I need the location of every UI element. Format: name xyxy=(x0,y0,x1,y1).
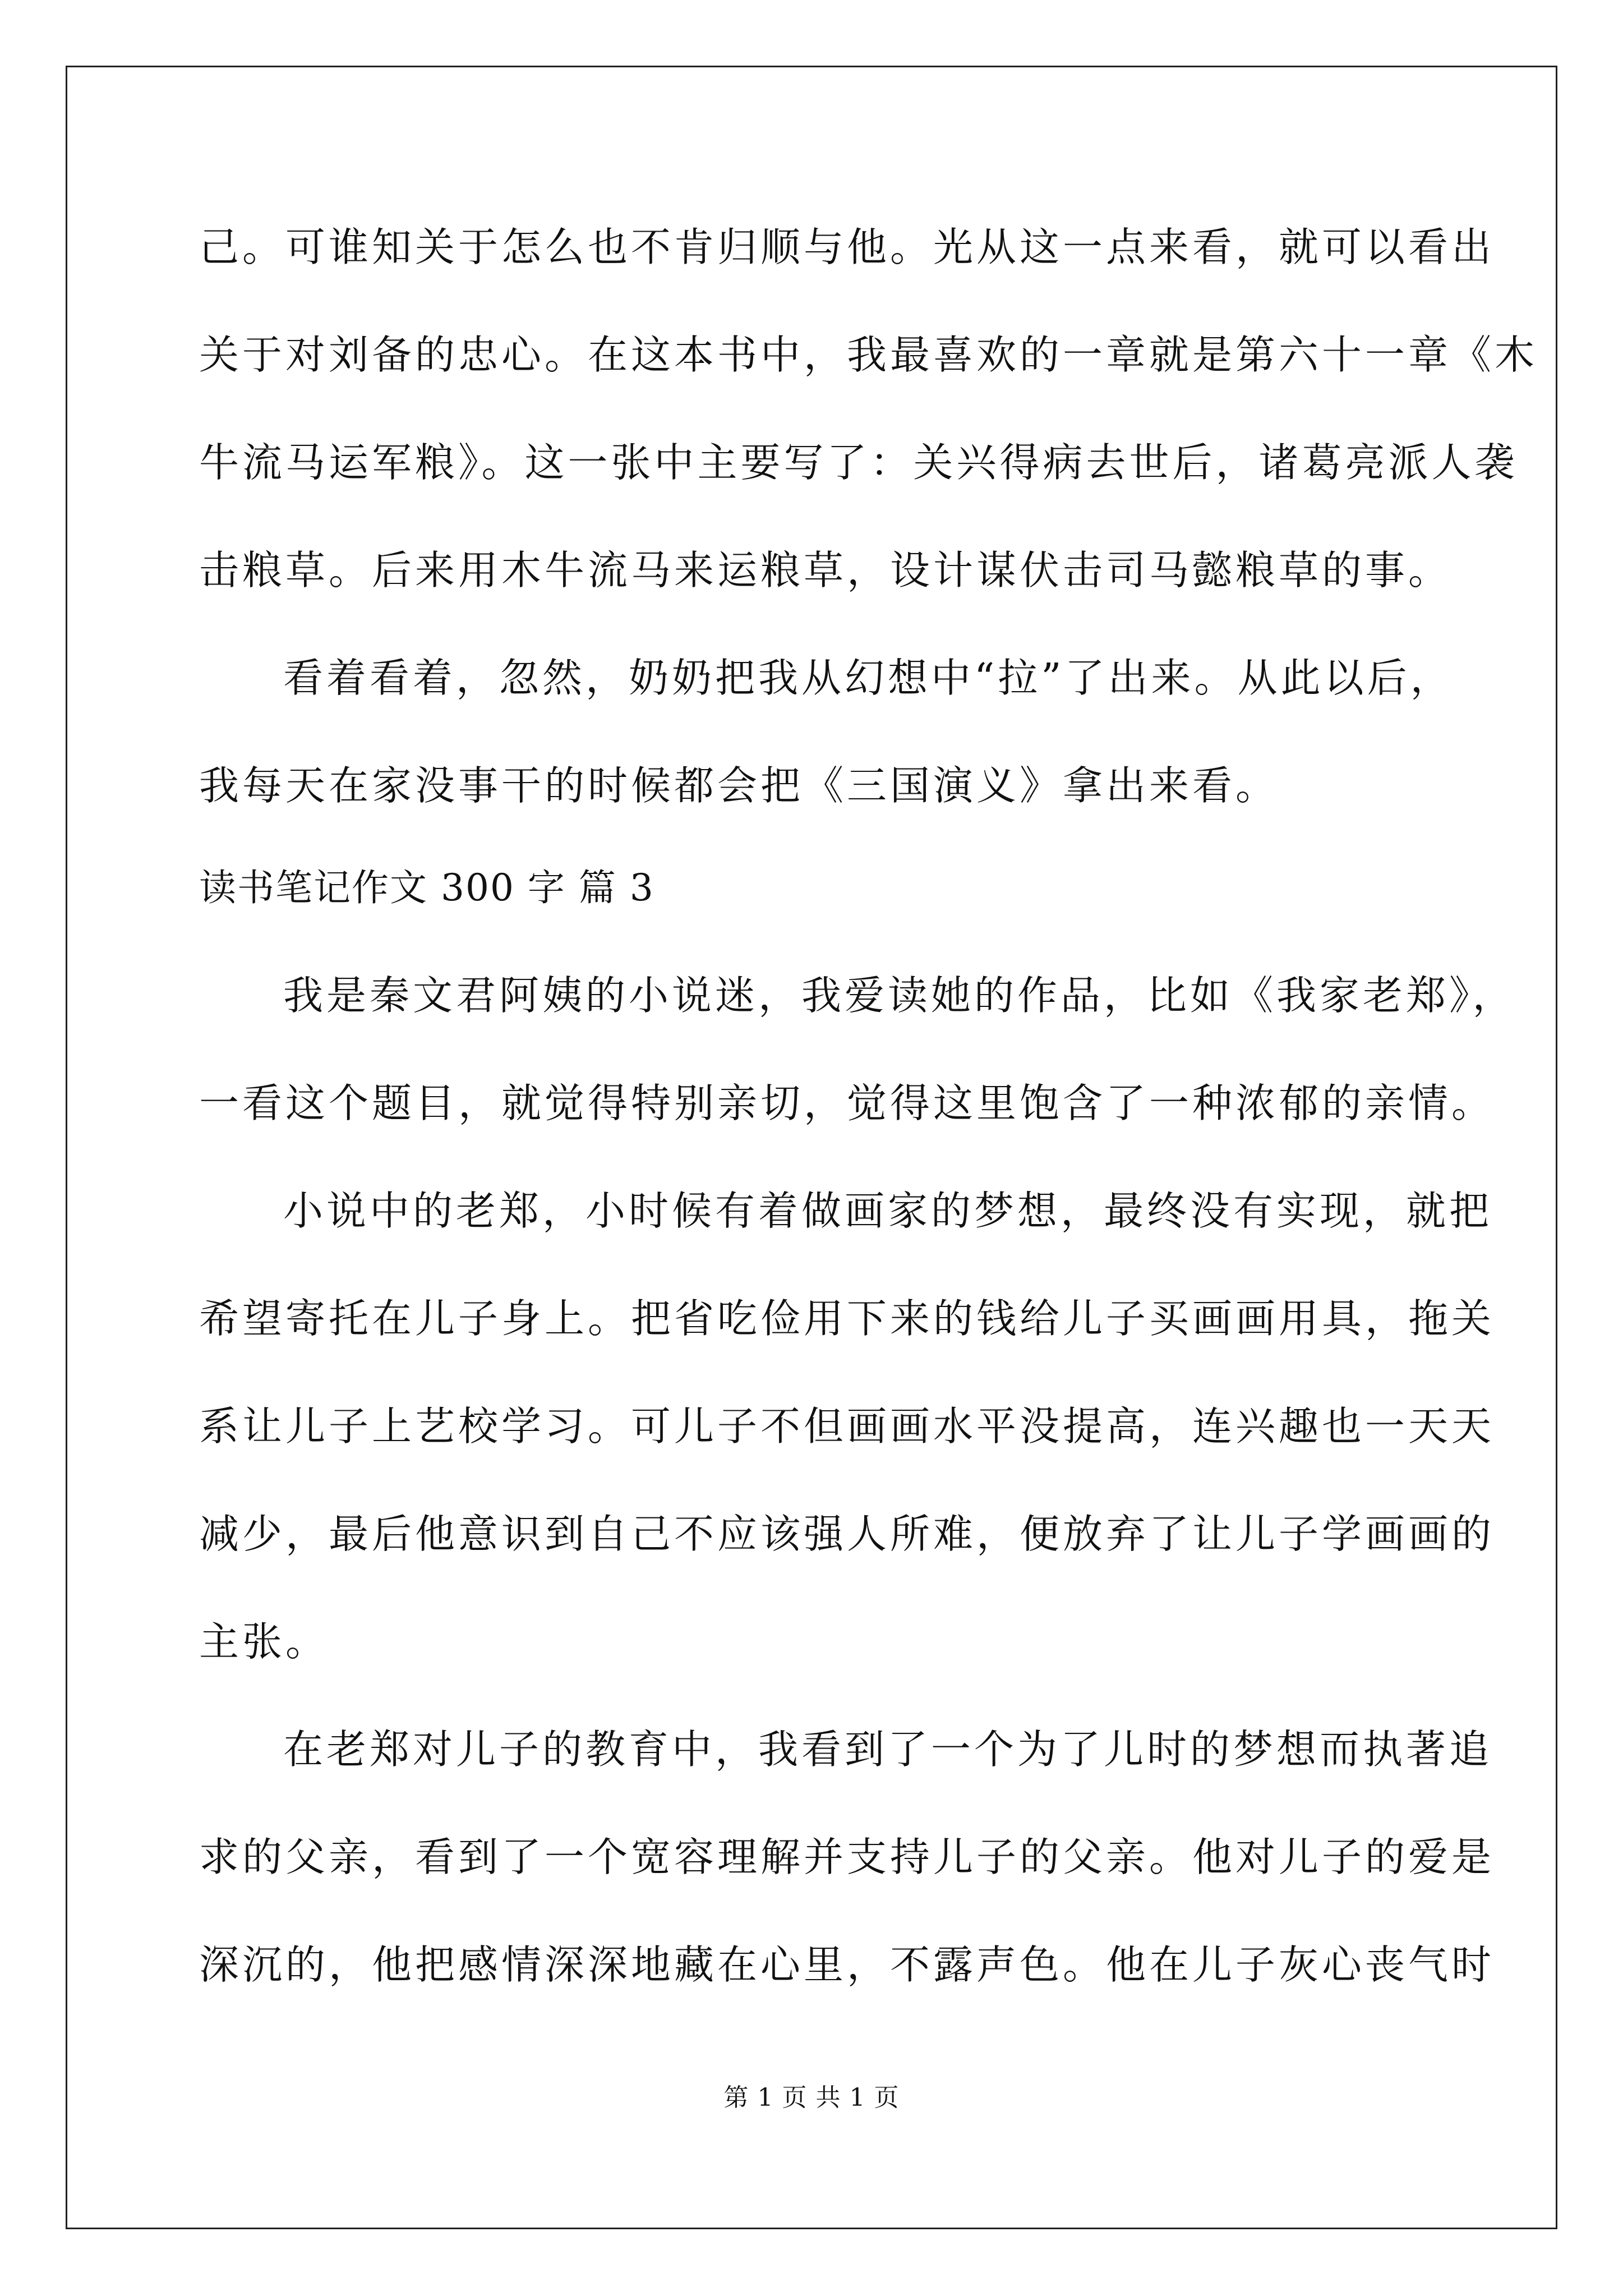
text-line: 深沉的，他把感情深深地藏在心里，不露声色。他在儿子灰心丧气时 xyxy=(199,1941,1495,1988)
text-line: 一看这个题目，就觉得特别亲切，觉得这里饱含了一种浓郁的亲情。 xyxy=(199,1080,1495,1126)
text-line: 己。可谁知关于怎么也不肯归顺与他。光从这一点来看，就可以看出 xyxy=(199,224,1495,270)
text-line: 我每天在家没事干的时候都会把《三国演义》拿出来看。 xyxy=(199,762,1279,809)
text-line: 系让儿子上艺校学习。可儿子不但画画水平没提高，连兴趣也一天天 xyxy=(199,1403,1495,1450)
text-line: 关于对刘备的忠心。在这本书中，我最喜欢的一章就是第六十一章《木 xyxy=(199,332,1538,378)
paragraph-start-line: 看着看着，忽然，奶奶把我从幻想中“拉”了出来。从此以后， xyxy=(283,655,1454,701)
text-line: 希望寄托在儿子身上。把省吃俭用下来的钱给儿子买画画用具，拖关 xyxy=(199,1295,1495,1342)
text-line: 求的父亲，看到了一个宽容理解并支持儿子的父亲。他对儿子的爱是 xyxy=(199,1834,1495,1880)
page-footer: 第 1 页 共 1 页 xyxy=(723,2083,900,2112)
paragraph-start-line: 我是秦文君阿姨的小说迷，我爱读她的作品，比如《我家老郑》， xyxy=(283,972,1516,1019)
page-border xyxy=(66,66,1557,2229)
text-line: 主张。 xyxy=(199,1618,329,1665)
text-line: 击粮草。后来用木牛流马来运粮草，设计谋伏击司马懿粮草的事。 xyxy=(199,547,1452,593)
paragraph-start-line: 在老郑对儿子的教育中，我看到了一个为了儿时的梦想而执著追 xyxy=(283,1726,1493,1773)
text-line: 减少，最后他意识到自己不应该强人所难，便放弃了让儿子学画画的 xyxy=(199,1511,1495,1557)
paragraph-start-line: 小说中的老郑，小时候有着做画家的梦想，最终没有实现，就把 xyxy=(283,1188,1493,1234)
section-heading: 读书笔记作文 300 字 篇 3 xyxy=(199,866,654,909)
text-line: 牛流马运军粮》。这一张中主要写了：关兴得病去世后，诸葛亮派人袭 xyxy=(199,439,1518,486)
